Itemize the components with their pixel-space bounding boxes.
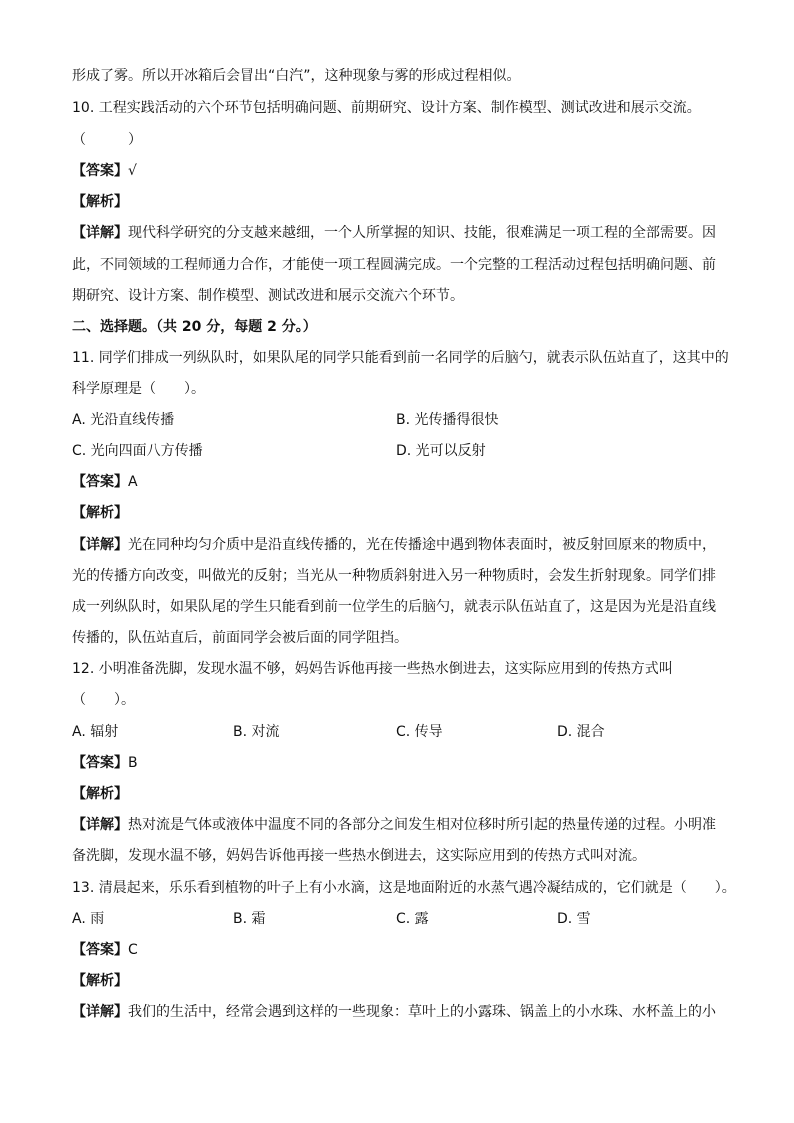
section-heading: 二、选择题。（共 20 分，每题 2 分。）	[72, 319, 317, 335]
option-d: D. 光可以反射	[396, 443, 486, 459]
answer-10	[72, 161, 732, 181]
detail-10-line-3: 期研究、设计方案、制作模型、测试改进和展示交流六个环节。	[72, 288, 464, 304]
detail-11-line-2: 光的传播方向改变，叫做光的反射；当光从一种物质斜射进入另一种物质时，会发生折射现象。同学们排	[72, 568, 716, 584]
detail-10-line-1	[72, 223, 732, 243]
analysis-label-11: 【解析】	[72, 505, 128, 521]
paragraph-line: 形成了雾。所以开冰箱后会冒出“白汽”，这种现象与雾的形成过程相似。	[72, 68, 521, 84]
detail-text: 光在同种均匀介质中是沿直线传播的，光在传播途中遇到物体表面时，被反射回原来的物质中，	[128, 537, 716, 553]
question-11-line-1: 11. 同学们排成一列纵队时，如果队尾的同学只能看到前一名同学的后脑勺，就表示队伍站直了，这其中的	[72, 350, 729, 366]
option-b: B. 对流	[233, 724, 280, 740]
detail-13-line-1	[72, 1002, 732, 1022]
answer-value: √	[128, 163, 137, 179]
detail-label: 【详解】	[72, 537, 128, 553]
option-a: A. 雨	[72, 911, 105, 927]
answer-value: C	[128, 942, 138, 958]
option-d: D. 混合	[557, 724, 605, 740]
question-12-line-2: （ ）。	[72, 692, 135, 708]
option-b: B. 光传播得很快	[396, 412, 499, 428]
analysis-label-10: 【解析】	[72, 194, 128, 210]
detail-label: 【详解】	[72, 225, 128, 241]
detail-text: 我们的生活中，经常会遇到这样的一些现象：草叶上的小露珠、锅盖上的小水珠、水杯盖上的小	[128, 1004, 716, 1020]
question-10: 10. 工程实践活动的六个环节包括明确问题、前期研究、设计方案、制作模型、测试改进和展示交流。	[72, 100, 701, 116]
answer-label: 【答案】	[72, 755, 128, 771]
detail-10-line-2: 此，不同领域的工程师通力合作，才能使一项工程圆满完成。一个完整的工程活动过程包括明确问题、前	[72, 257, 716, 273]
option-b: B. 霜	[233, 911, 266, 927]
analysis-label-13: 【解析】	[72, 973, 128, 989]
analysis-label-12: 【解析】	[72, 786, 128, 802]
answer-value: B	[128, 755, 138, 771]
detail-label: 【详解】	[72, 1004, 128, 1020]
detail-text: 热对流是气体或液体中温度不同的各部分之间发生相对位移时所引起的热量传递的过程。小明准	[128, 817, 716, 833]
detail-text: 现代科学研究的分支越来越细，一个人所掌握的知识、技能，很难满足一项工程的全部需要。因	[128, 225, 716, 241]
option-d: D. 雪	[557, 911, 591, 927]
detail-label: 【详解】	[72, 817, 128, 833]
question-10-paren: （ ）	[72, 132, 142, 148]
detail-11-line-4: 传播的，队伍站直后，前面同学会被后面的同学阻挡。	[72, 630, 408, 646]
answer-label: 【答案】	[72, 942, 128, 958]
answer-label: 【答案】	[72, 163, 128, 179]
answer-13	[72, 940, 732, 960]
detail-12-line-2: 备洗脚，发现水温不够，妈妈告诉他再接一些热水倒进去，这实际应用到的传热方式叫对流。	[72, 848, 646, 864]
question-12-line-1: 12. 小明准备洗脚，发现水温不够，妈妈告诉他再接一些热水倒进去，这实际应用到的传热方式叫	[72, 661, 673, 677]
option-c: C. 光向四面八方传播	[72, 443, 203, 459]
option-c: C. 传导	[396, 724, 443, 740]
question-13: 13. 清晨起来，乐乐看到植物的叶子上有小水滴，这是地面附近的水蒸气遇冷凝结成的，它们就是（ ）。	[72, 880, 736, 896]
detail-12-line-1	[72, 815, 732, 835]
option-a: A. 辐射	[72, 724, 119, 740]
option-a: A. 光沿直线传播	[72, 412, 175, 428]
question-11-line-2: 科学原理是（ ）。	[72, 381, 205, 397]
detail-11-line-3: 成一列纵队时，如果队尾的学生只能看到前一位学生的后脑勺，就表示队伍站直了，这是因为光是沿直线	[72, 599, 716, 615]
answer-12	[72, 753, 732, 773]
option-c: C. 露	[396, 911, 429, 927]
answer-label: 【答案】	[72, 474, 128, 490]
answer-value: A	[128, 474, 138, 490]
answer-11	[72, 472, 732, 492]
detail-11-line-1	[72, 535, 732, 555]
